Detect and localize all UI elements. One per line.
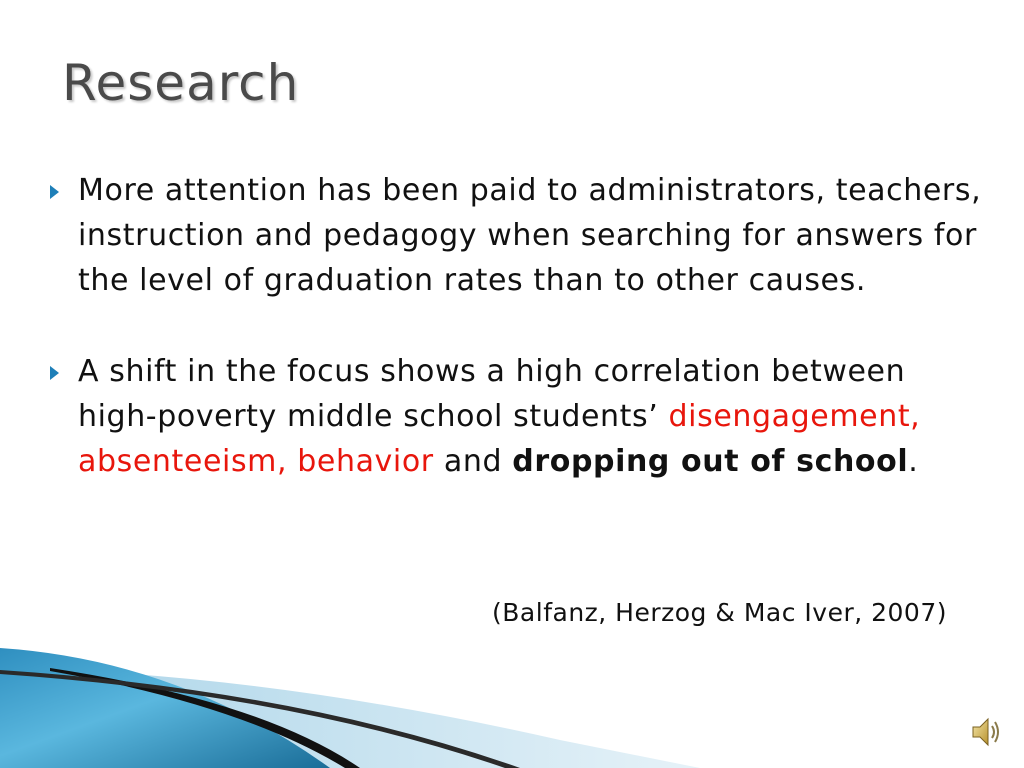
citation: (Balfanz, Herzog & Mac Iver, 2007) bbox=[492, 598, 947, 627]
bullet-text-2-lead: A shift in the focus shows a high correlation between high-poverty middle school students’ bbox=[78, 354, 906, 434]
bullet-list bbox=[48, 168, 988, 484]
bullet-text-2-trail: . bbox=[908, 444, 919, 479]
highlighted-behaviors: disengagement, absenteeism, behavior bbox=[78, 399, 921, 479]
bullet-item-2 bbox=[48, 349, 988, 484]
triangle-right-icon bbox=[50, 366, 59, 380]
emphasized-outcome: dropping out of school bbox=[512, 444, 909, 479]
bullet-item-1 bbox=[48, 168, 988, 303]
bullet-text-1: More attention has been paid to administrators, teachers, instruction and pedagogy when searching for answers for the level of graduation rates than to other causes. bbox=[78, 173, 982, 298]
speaker-icon[interactable] bbox=[970, 715, 1004, 749]
bullet-text-2-connector: and bbox=[433, 444, 513, 479]
triangle-right-icon bbox=[50, 185, 59, 199]
slide-title: Research bbox=[62, 54, 300, 112]
